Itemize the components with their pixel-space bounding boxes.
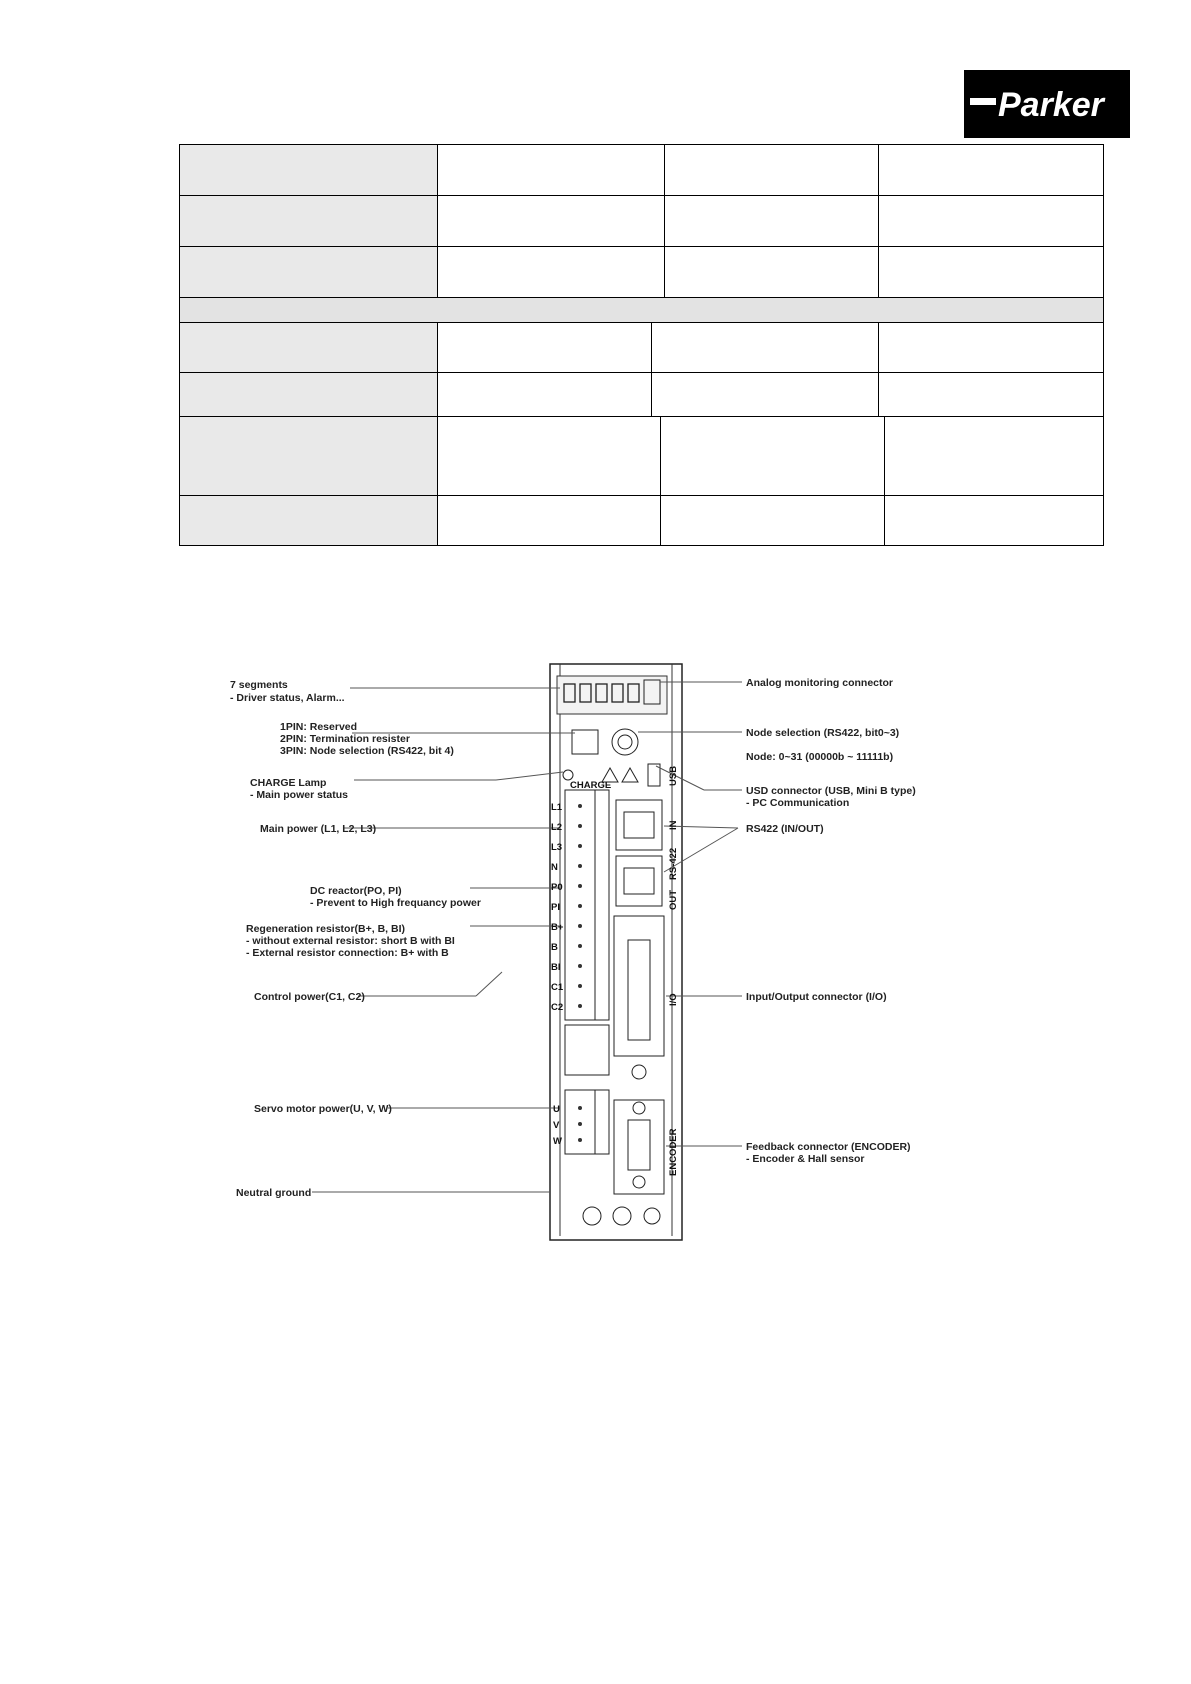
servo-drive-figure bbox=[230, 660, 970, 1260]
servo-drive-diagram bbox=[230, 660, 970, 1260]
label-7-segments: 7 segments bbox=[230, 679, 288, 691]
terminal-label: B+ bbox=[551, 922, 564, 933]
label-charge-lamp: CHARGE Lamp bbox=[250, 777, 327, 789]
label-control-power: Control power(C1, C2) bbox=[254, 991, 365, 1003]
terminal-label: B bbox=[551, 942, 558, 953]
label-io-connector: Input/Output connector (I/O) bbox=[746, 991, 887, 1003]
motor-terminal-label: V bbox=[553, 1120, 560, 1131]
table-cell bbox=[878, 323, 1103, 372]
label-regeneration-sub1: - without external resistor: short B with BI bbox=[246, 935, 455, 947]
label-dip-pin1: 1PIN: Reserved bbox=[280, 721, 358, 733]
table-cell bbox=[884, 496, 1103, 545]
table-cell bbox=[437, 196, 664, 246]
label-feedback-connector: Feedback connector (ENCODER) bbox=[746, 1141, 911, 1153]
table-cell bbox=[180, 373, 437, 416]
table-cell bbox=[878, 247, 1103, 297]
usb-side-label: USB bbox=[668, 765, 679, 786]
table-row bbox=[180, 247, 1103, 298]
label-usb-connector: USD connector (USB, Mini B type) bbox=[746, 785, 916, 797]
label-dip-pin3: 3PIN: Node selection (RS422, bit 4) bbox=[280, 745, 454, 757]
table-cell bbox=[437, 323, 651, 372]
table-cell bbox=[437, 145, 664, 195]
label-charge-lamp-sub: - Main power status bbox=[250, 789, 349, 801]
terminal-label: PI bbox=[551, 902, 560, 913]
terminal-label: L2 bbox=[551, 822, 563, 833]
parker-logo bbox=[964, 70, 1130, 138]
terminal-label: BI bbox=[551, 962, 561, 973]
table-row bbox=[180, 323, 1103, 373]
spec-table bbox=[179, 144, 1104, 546]
terminal-label: P0 bbox=[551, 882, 563, 893]
table-section-row bbox=[180, 298, 1103, 323]
table-cell bbox=[884, 417, 1103, 495]
table-cell bbox=[180, 496, 437, 545]
table-cell bbox=[437, 496, 660, 545]
in-side-label: IN bbox=[668, 820, 679, 830]
table-row bbox=[180, 417, 1103, 496]
rs422-side-label: RS-422 bbox=[668, 847, 679, 880]
out-side-label: OUT bbox=[668, 889, 679, 910]
label-rs422: RS422 (IN/OUT) bbox=[746, 823, 824, 835]
table-cell bbox=[878, 196, 1103, 246]
label-neutral-ground: Neutral ground bbox=[236, 1187, 312, 1199]
io-side-label: I/O bbox=[668, 993, 679, 1006]
table-cell bbox=[180, 196, 437, 246]
table-cell bbox=[180, 417, 437, 495]
label-node-selection: Node selection (RS422, bit0~3) bbox=[746, 727, 900, 739]
label-7-segments-sub: - Driver status, Alarm... bbox=[230, 692, 345, 704]
table-cell bbox=[437, 417, 660, 495]
terminal-label: C1 bbox=[551, 982, 564, 993]
label-analog-monitoring: Analog monitoring connector bbox=[746, 677, 893, 689]
table-cell bbox=[878, 373, 1103, 416]
terminal-label: L1 bbox=[551, 802, 563, 813]
label-main-power: Main power (L1, L2, L3) bbox=[260, 823, 377, 835]
label-dc-reactor: DC reactor(PO, PI) bbox=[310, 885, 402, 897]
table-cell bbox=[660, 496, 884, 545]
table-cell bbox=[664, 196, 878, 246]
table-cell bbox=[651, 373, 878, 416]
table-cell bbox=[664, 145, 878, 195]
terminal-label: N bbox=[551, 862, 558, 873]
label-dc-reactor-sub: - Prevent to High frequancy power bbox=[310, 897, 481, 909]
encoder-side-label: ENCODER bbox=[668, 1128, 679, 1176]
label-servo-motor-power: Servo motor power(U, V, W) bbox=[254, 1103, 392, 1115]
motor-terminal-label: W bbox=[553, 1136, 562, 1147]
terminal-label: L3 bbox=[551, 842, 563, 853]
charge-label: CHARGE bbox=[570, 780, 612, 791]
table-row bbox=[180, 496, 1103, 545]
table-cell bbox=[660, 417, 884, 495]
table-cell bbox=[664, 247, 878, 297]
table-cell bbox=[180, 145, 437, 195]
table-cell bbox=[180, 323, 437, 372]
table-cell bbox=[437, 373, 651, 416]
label-node-range: Node: 0~31 (00000b ~ 11111b) bbox=[746, 751, 894, 763]
table-cell bbox=[437, 247, 664, 297]
table-cell bbox=[651, 323, 878, 372]
label-regeneration: Regeneration resistor(B+, B, BI) bbox=[246, 923, 405, 935]
motor-terminal-label: U bbox=[553, 1104, 560, 1115]
logo-text: Parker bbox=[998, 86, 1104, 124]
table-row bbox=[180, 373, 1103, 417]
table-row bbox=[180, 196, 1103, 247]
label-regeneration-sub2: - External resistor connection: B+ with B bbox=[246, 947, 449, 959]
label-feedback-connector-sub: - Encoder & Hall sensor bbox=[746, 1153, 865, 1165]
terminal-label: C2 bbox=[551, 1002, 564, 1013]
table-cell bbox=[180, 247, 437, 297]
table-cell bbox=[878, 145, 1103, 195]
label-dip-pin2: 2PIN: Termination resister bbox=[280, 733, 410, 745]
label-usb-connector-sub: - PC Communication bbox=[746, 797, 850, 809]
table-row bbox=[180, 145, 1103, 196]
